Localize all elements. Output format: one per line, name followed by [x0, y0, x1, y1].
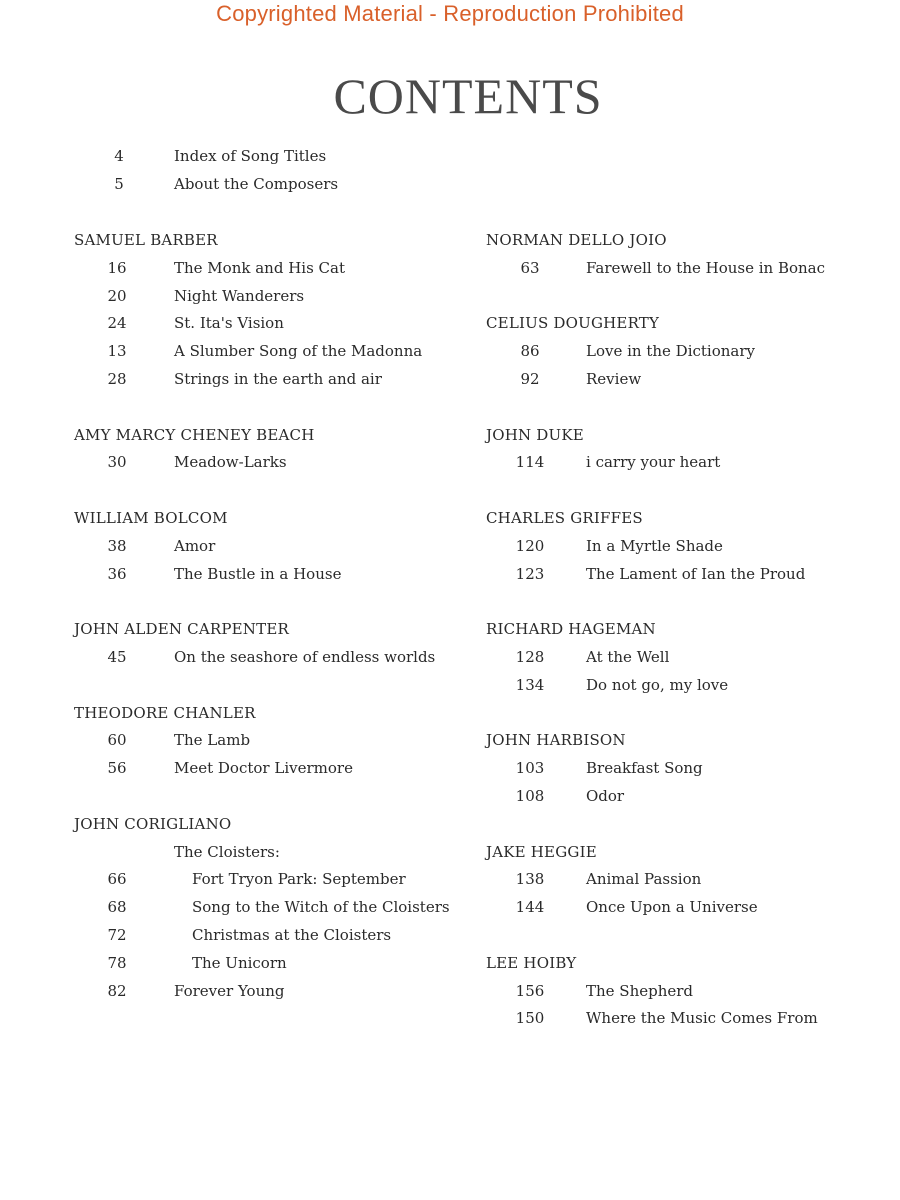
page-number: 36 — [107, 564, 127, 583]
song-title: Strings in the earth and air — [174, 369, 382, 388]
song-title: At the Well — [586, 647, 670, 666]
page-number: 114 — [515, 453, 545, 472]
page-number: 144 — [515, 898, 545, 917]
song-title: On the seashore of endless worlds — [174, 647, 436, 666]
section-gap — [412, 811, 667, 839]
song-title: Love in the Dictionary — [586, 342, 755, 361]
page-number: 123 — [515, 564, 545, 583]
composer-heading: WILLIAM BOLCOM — [74, 508, 228, 527]
song-entry[interactable] — [412, 255, 826, 283]
copyright-watermark: Copyrighted Material - Reproduction Prohibited — [216, 1, 684, 26]
section-gap — [0, 783, 315, 811]
song-title: Song to the Witch of the Cloisters — [192, 898, 450, 917]
song-entry[interactable] — [412, 672, 729, 700]
song-entry[interactable] — [412, 894, 758, 922]
page-number: 24 — [107, 314, 127, 333]
page-number: 20 — [107, 286, 127, 305]
section-gap — [0, 394, 315, 422]
song-title: The Shepherd — [586, 981, 694, 1000]
song-entry[interactable] — [412, 978, 694, 1006]
composer-heading: NORMAN DELLO JOIO — [486, 231, 667, 249]
song-entry[interactable] — [412, 644, 670, 672]
page-number: 86 — [520, 342, 540, 361]
song-title: Odor — [586, 786, 625, 805]
page-number: 138 — [515, 870, 545, 889]
song-entry[interactable] — [412, 755, 703, 783]
song-group-title: The Cloisters: — [174, 842, 280, 861]
page-number: 38 — [107, 536, 127, 555]
song-title: The Bustle in a House — [174, 564, 342, 583]
song-title: Night Wanderers — [174, 286, 305, 305]
song-entry[interactable] — [0, 978, 315, 1006]
song-title: St. Ita's Vision — [174, 314, 284, 333]
page-number: 30 — [107, 453, 127, 472]
song-title: The Unicorn — [192, 953, 287, 972]
section-gap — [412, 588, 667, 616]
page-number: 4 — [114, 147, 124, 165]
song-entry[interactable] — [0, 866, 406, 894]
song-entry[interactable] — [0, 644, 436, 672]
song-entry[interactable] — [412, 561, 806, 589]
page-number: 92 — [520, 369, 540, 388]
song-entry[interactable] — [0, 950, 315, 978]
song-title: Breakfast Song — [586, 759, 703, 778]
composer-heading: THEODORE CHANLER — [74, 703, 256, 722]
page-number: 156 — [515, 981, 545, 1000]
page-number: 66 — [107, 870, 127, 889]
section-gap — [0, 477, 315, 505]
page-number: 120 — [515, 536, 545, 555]
left-column — [0, 227, 450, 1005]
entry-title: About the Composers — [174, 174, 339, 193]
composer-heading: JOHN HARBISON — [486, 731, 626, 750]
composer-heading: SAMUEL BARBER — [74, 231, 218, 249]
page-number: 63 — [520, 258, 540, 277]
song-entry[interactable] — [0, 533, 315, 561]
page-number: 68 — [107, 898, 127, 917]
composer-heading: JAKE HEGGIE — [486, 842, 597, 861]
song-title: The Monk and His Cat — [174, 258, 345, 277]
song-entry[interactable] — [412, 1005, 818, 1033]
page-number: 108 — [515, 786, 545, 805]
song-entry[interactable] — [412, 338, 755, 366]
page-number: 60 — [107, 731, 127, 750]
song-entry[interactable] — [412, 449, 721, 477]
composer-heading: AMY MARCY CHENEY BEACH — [74, 425, 315, 444]
right-column — [412, 227, 826, 1033]
composer-heading: JOHN DUKE — [486, 425, 584, 444]
section-gap — [412, 477, 667, 505]
song-entry[interactable] — [0, 283, 315, 311]
song-title: Where the Music Comes From — [586, 1009, 818, 1028]
composer-heading: JOHN ALDEN CARPENTER — [74, 620, 289, 639]
song-entry[interactable] — [412, 783, 667, 811]
song-title: A Slumber Song of the Madonna — [174, 342, 423, 361]
song-entry[interactable] — [412, 533, 723, 561]
section-gap — [412, 922, 667, 950]
song-title: Christmas at the Cloisters — [192, 925, 392, 944]
section-gap — [412, 700, 667, 728]
song-entry[interactable] — [0, 449, 315, 477]
composer-heading: CHARLES GRIFFES — [486, 508, 643, 527]
section-gap — [0, 672, 315, 700]
song-entry[interactable] — [412, 866, 702, 894]
page-number: 45 — [107, 647, 127, 666]
page-number: 72 — [107, 925, 127, 944]
page-number: 103 — [515, 759, 545, 778]
song-title: The Lamb — [174, 731, 251, 750]
song-entry[interactable] — [0, 338, 423, 366]
song-entry[interactable] — [0, 894, 450, 922]
song-title: Fort Tryon Park: September — [192, 870, 406, 889]
page-number: 5 — [114, 174, 124, 193]
page-number: 56 — [107, 759, 127, 778]
song-title: Review — [586, 369, 642, 388]
composer-heading: LEE HOIBY — [486, 953, 577, 972]
song-entry[interactable] — [0, 255, 345, 283]
song-entry[interactable] — [0, 561, 342, 589]
song-title: Amor — [174, 536, 216, 555]
song-title: Farewell to the House in Bonac — [586, 258, 826, 277]
song-title: Once Upon a Universe — [586, 898, 758, 917]
song-title: Do not go, my love — [586, 675, 729, 694]
song-title: Meadow-Larks — [174, 453, 287, 472]
section-gap — [412, 283, 667, 311]
song-title: Animal Passion — [586, 870, 702, 889]
page-number: 28 — [107, 369, 127, 388]
page-number: 16 — [107, 258, 127, 277]
section-gap — [412, 394, 667, 422]
song-title: i carry your heart — [586, 453, 721, 472]
page-title: CONTENTS — [333, 68, 603, 124]
composer-heading: JOHN CORIGLIANO — [74, 814, 232, 833]
page-number: 150 — [515, 1009, 545, 1028]
song-entry[interactable] — [0, 839, 315, 867]
song-entry[interactable] — [412, 366, 667, 394]
composer-heading: RICHARD HAGEMAN — [486, 620, 656, 639]
section-gap — [0, 588, 315, 616]
page-number: 134 — [515, 675, 545, 694]
entry-title: Index of Song Titles — [174, 147, 327, 165]
song-entry[interactable] — [0, 366, 382, 394]
song-title: In a Myrtle Shade — [586, 536, 723, 555]
song-entry[interactable] — [0, 310, 315, 338]
page-number: 82 — [107, 981, 127, 1000]
song-entry[interactable] — [0, 727, 315, 755]
page-number: 13 — [107, 342, 127, 361]
song-title: The Lament of Ian the Proud — [586, 564, 806, 583]
composer-heading: CELIUS DOUGHERTY — [486, 314, 660, 333]
song-entry[interactable] — [0, 922, 392, 950]
page-number: 78 — [107, 953, 127, 972]
page-number: 128 — [515, 647, 545, 666]
song-title: Meet Doctor Livermore — [174, 759, 353, 778]
song-entry[interactable] — [0, 755, 353, 783]
song-title: Forever Young — [174, 981, 285, 1000]
